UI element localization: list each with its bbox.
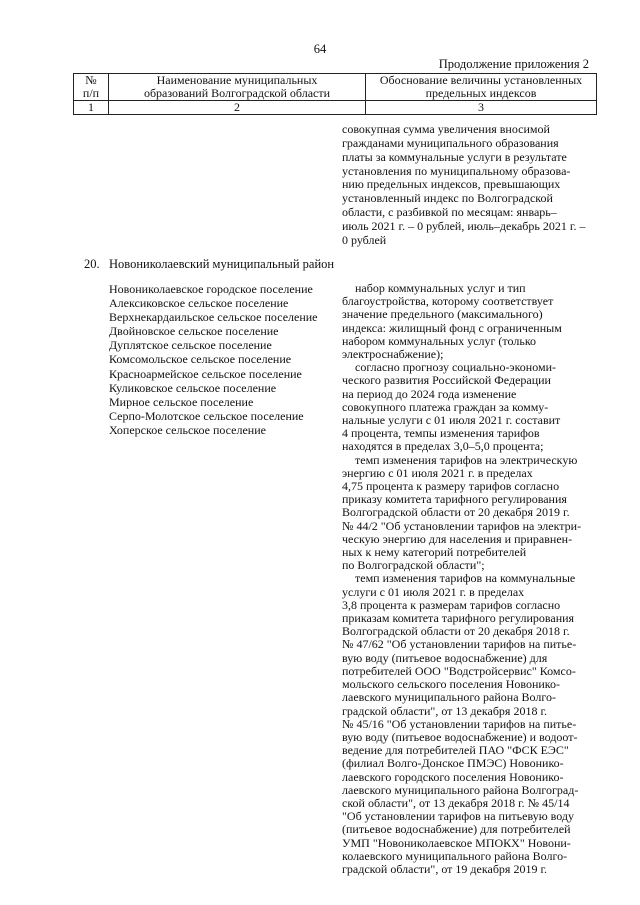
settlement-item: Дуплятское сельское поселение: [109, 338, 272, 353]
settlement-item: Новониколаевское городское поселение: [109, 282, 313, 296]
column-number-2: 2: [109, 101, 366, 115]
column-number-3: 3: [366, 101, 597, 115]
justification-paragraph-utilities-set: набор коммунальных услуг и тип благоустройства, которому соответствует значение предельного (максимального) индекса: жилищный фонд с ограниченным набором коммунальных услуг (только электроснабжение);: [342, 281, 562, 362]
settlement-item: Комсомольское сельское поселение: [109, 352, 292, 367]
continuation-label: Продолжение приложения 2: [438, 57, 589, 71]
settlement-list: [109, 282, 318, 437]
column-header-municipality: Наименование муниципальных образований Волгоградской области: [109, 74, 366, 101]
settlement-item: Алексиковское сельское поселение: [109, 296, 289, 311]
previous-row-justification: совокупная сумма увеличения вносимой гражданами муниципального образования платы за коммунальные услуги в результате установления по муниципальному образова- нию предельных индексов, превышающих установленный индекс по Волгоградской области, с разбивкой по месяцам: январь– июль 2021 г. – 0 рублей, июль–декабрь 2021 г. – 0 рублей: [342, 122, 586, 247]
settlement-item: Хоперское сельское поселение: [109, 422, 266, 437]
justification-paragraph-forecast: согласно прогнозу социально-экономи- ческого развития Российской Федерации на период до 2024 года изменение совокупного платежа граждан за комму- нальные услуги с 01 июля 2021 г. составит 4 процента, темпы изменения тарифов находятся в пределах 3,0–5,0 процента;: [342, 360, 561, 454]
column-number-1: 1: [74, 101, 109, 115]
column-header-justification: Обоснование величины установленных предельных индексов: [366, 74, 597, 101]
settlement-item: Верхнекардаильское сельское поселение: [109, 310, 318, 325]
justification-text: [342, 282, 596, 876]
settlement-item: Мирное сельское поселение: [109, 394, 254, 409]
row-number: 20.: [84, 257, 100, 271]
justification-paragraph-electricity: темп изменения тарифов на электрическую энергию с 01 июля 2021 г. в пределах 4,75 процента к размеру тарифов согласно приказу комитета тарифного регулирования Волгоградской области от 20 декабря 2019 г. № 44/2 "Об установлении тарифов на электри- ческую энергию для населения и приравнен- ных к нему категорий потребителей по Волгоградской области";: [342, 452, 582, 573]
settlement-item: Красноармейское сельское поселение: [109, 366, 302, 381]
column-header-number: № п/п: [74, 74, 109, 101]
page-number: 64: [313, 42, 327, 56]
column-numbers-row: [74, 101, 597, 115]
settlement-item: Двойновское сельское поселение: [109, 324, 279, 339]
settlement-item: Куликовское сельское поселение: [109, 380, 277, 395]
settlement-item: Серпо-Молотское сельское поселение: [109, 408, 304, 423]
district-name: Новониколаевский муниципальный район: [109, 257, 335, 271]
header-row: [74, 74, 597, 101]
justification-paragraph-utility-tariffs: темп изменения тарифов на коммунальные услуги с 01 июля 2021 г. в пределах 3,8 процента к размерам тарифов согласно приказам комитета тарифного регулирования Волгоградской области от 20 декабря 2018 г. № 47/62 "Об установлении тарифов на питье- вую воду (питьевое водоснабжение) для потребителей ООО "Водстройсервис" Комсо- мольского сельского поселения Новонико- лаевского муниципального района Волго- градской области", от 13 декабря 2018 г. № 45/16 "Об установлении тарифов на питье- вую воду (питьевое водоснабжение) и водоот- ведение для потребителей ПАО "ФСК ЕЭС" (филиал Волго-Донское ПМЭС) Новонико- лаевского городского поселения Новонико- лаевского муниципального района Волгоград- ской области", от 13 декабря 2018 г. № 45/14 "Об установлении тарифов на питьевую воду (питьевое водоснабжение) для потребителей УМП "Новониколаевское МПОКХ" Новони- колаевского муниципального района Волго- градской области", от 19 декабря 2019 г.: [342, 571, 579, 876]
table-header: [73, 73, 597, 115]
